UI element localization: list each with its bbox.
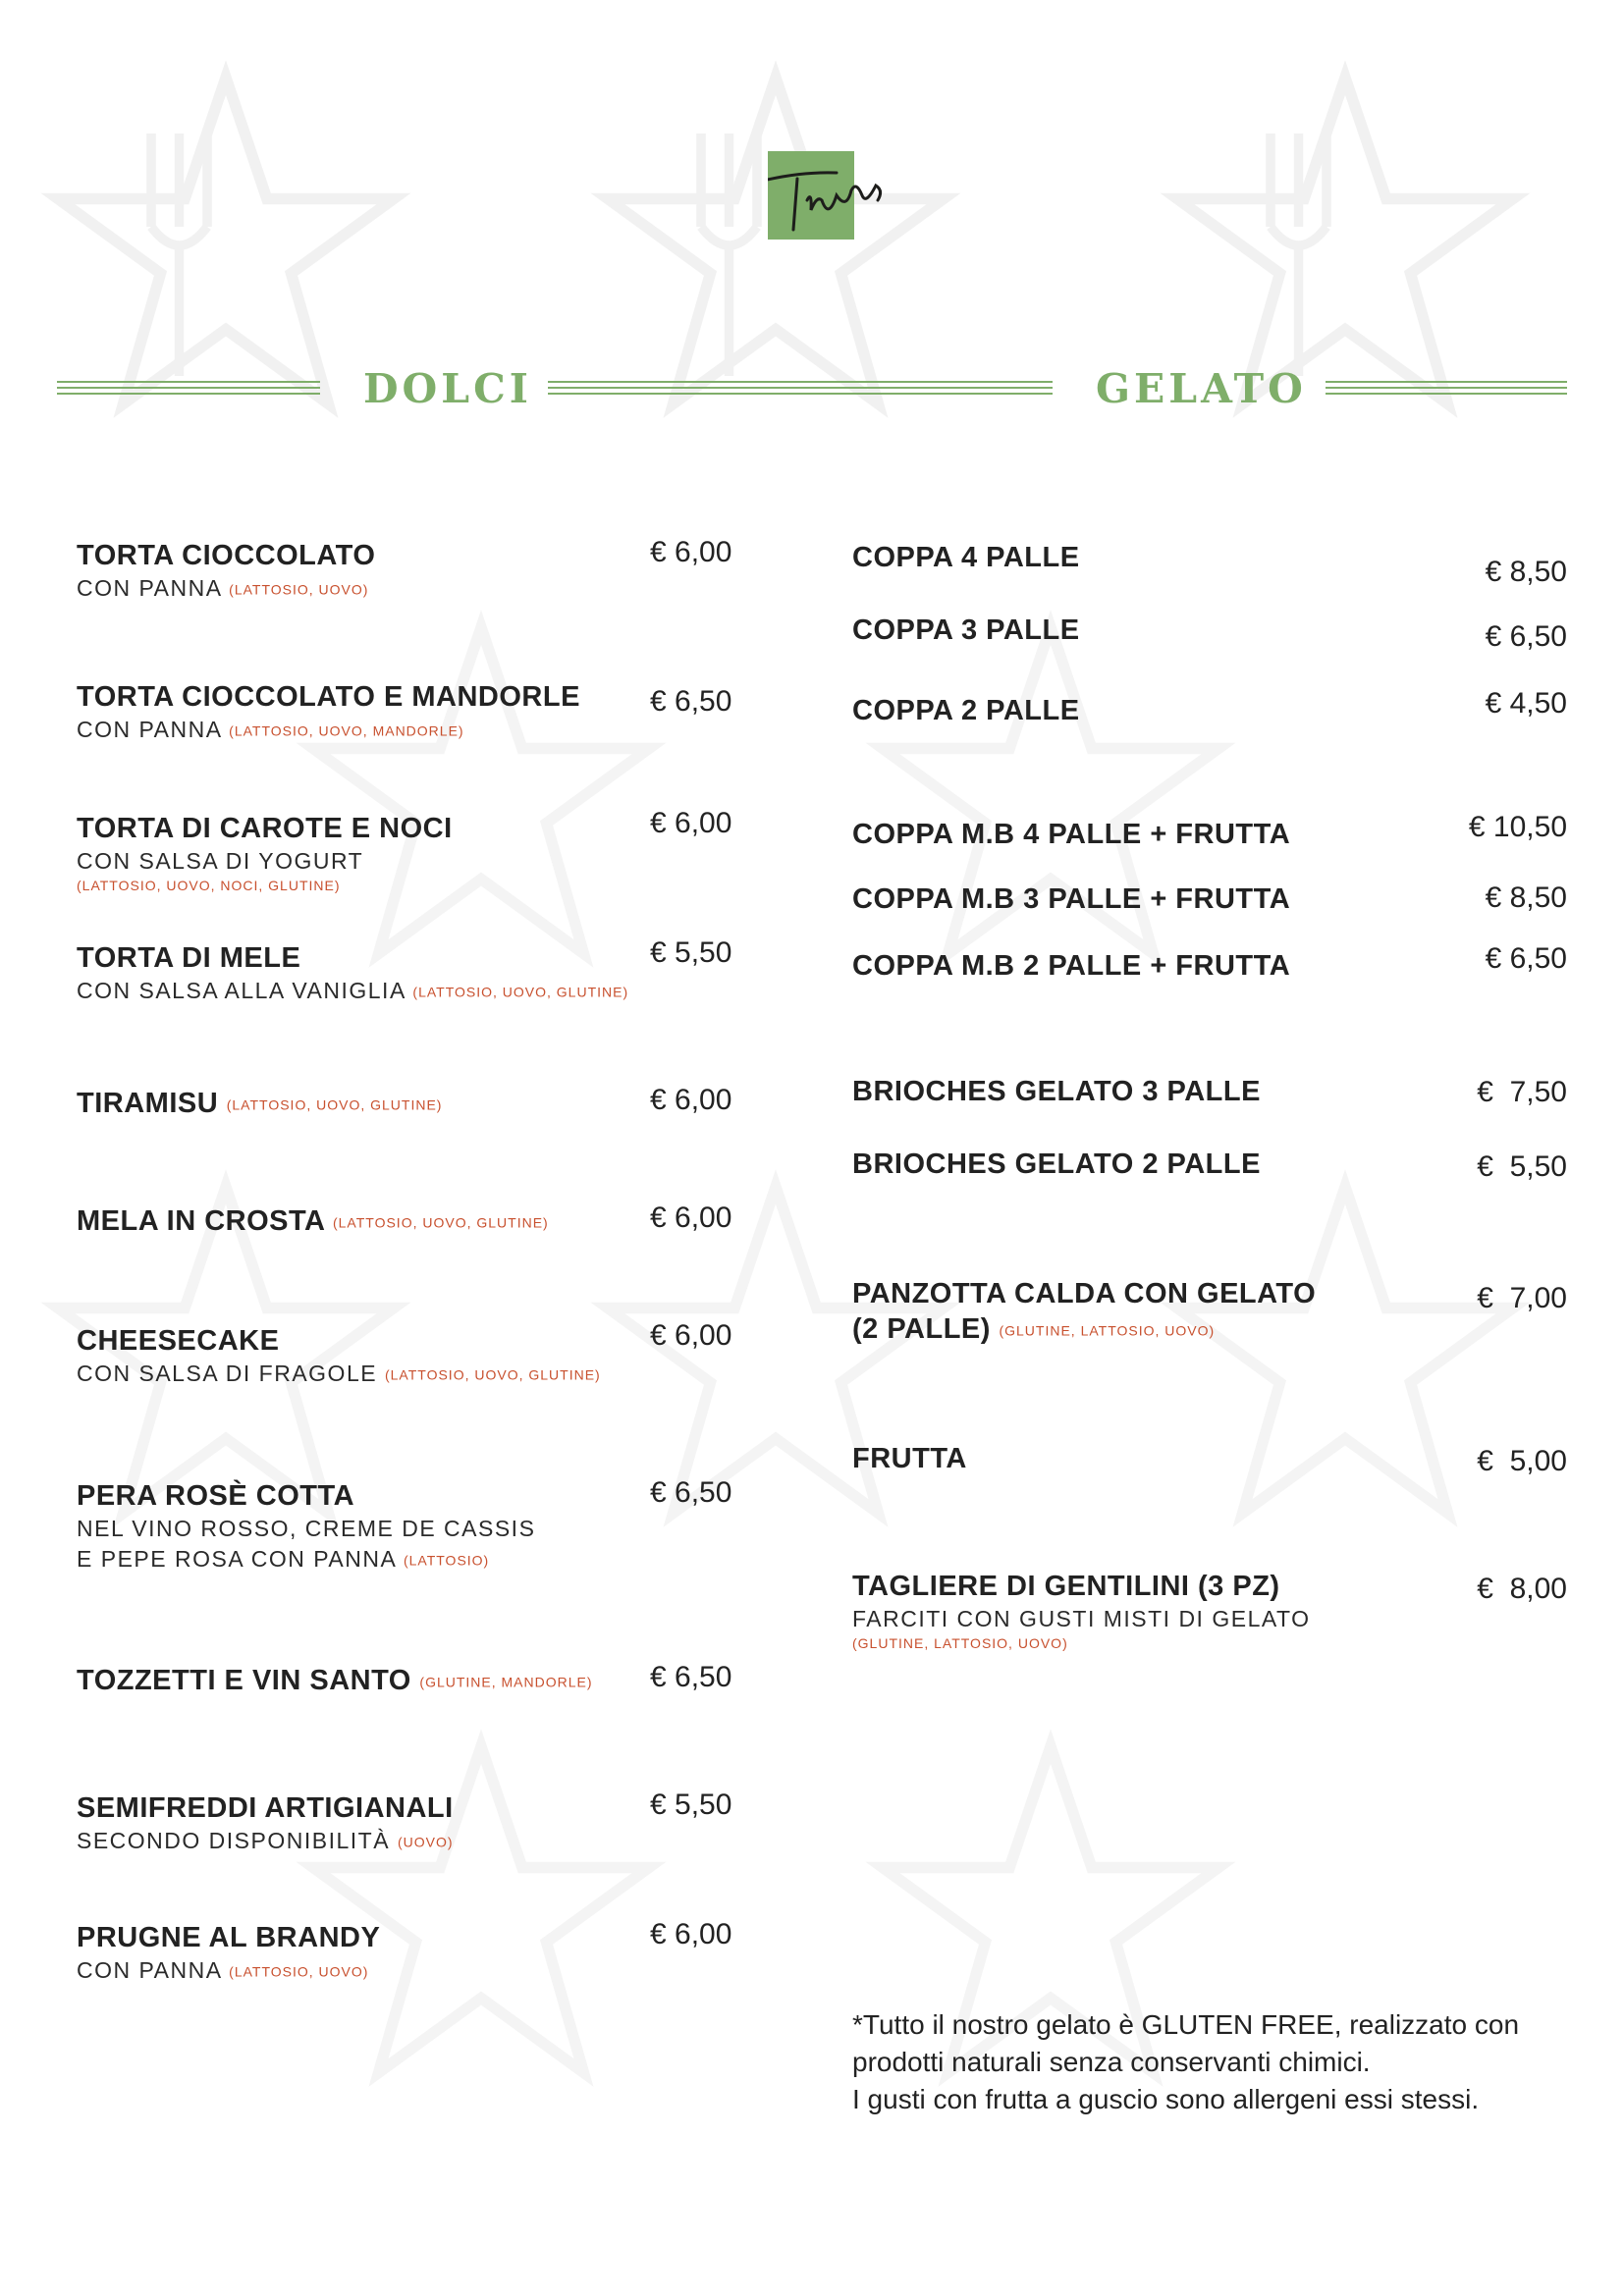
menu-item [852,613,1569,648]
item-allergens: (UOVO) [397,1834,454,1850]
item-name: COPPA 4 PALLE [852,542,1080,573]
item-name: TOZZETTI E VIN SANTO [77,1665,411,1696]
note-line: prodotti naturali senza conservanti chimici. [852,2047,1371,2077]
menu-item [852,693,1569,728]
item-price: € 6,00 [650,807,732,839]
item-price: € 5,00 [1477,1445,1567,1477]
item-price: € 6,00 [650,1084,732,1116]
item-name: TIRAMISU [77,1088,219,1119]
item-allergens: (LATTOSIO, UOVO, GLUTINE) [384,1366,601,1383]
item-description: CON PANNA [77,717,222,742]
item-allergens: (GLUTINE, LATTOSIO, UOVO) [852,1635,1068,1651]
menu-item [852,1074,1569,1109]
item-allergens: (LATTOSIO) [403,1552,490,1569]
menu-item [852,540,1569,575]
menu-item [852,881,1569,917]
watermark-star-fork-icon [295,1728,668,2101]
item-description: NEL VINO ROSSO, CREME DE CASSIS [77,1516,536,1541]
item-name: PRUGNE AL BRANDY [77,1922,381,1953]
item-price: € 6,50 [650,1476,732,1509]
menu-item [852,948,1569,984]
item-allergens: (LATTOSIO, UOVO) [229,1963,369,1980]
menu-item [852,1569,1569,1652]
watermark-star-fork-icon [39,59,412,432]
item-name: COPPA M.B 4 PALLE + FRUTTA [852,819,1291,850]
item-description: SECONDO DISPONIBILITÀ [77,1828,391,1853]
watermark-star-fork-icon [295,609,668,982]
section-title-dolci: DOLCI [363,365,532,412]
menu-item [852,1276,1569,1348]
item-name: COPPA M.B 2 PALLE + FRUTTA [852,950,1291,982]
divider [1326,381,1567,399]
item-price: € 10,50 [1468,811,1567,843]
item-price: € 5,50 [1477,1150,1567,1183]
item-name: TAGLIERE DI GENTILINI (3 PZ) [852,1571,1280,1602]
item-name: TORTA DI CAROTE E NOCI [77,813,453,844]
item-price: € 8,50 [1485,881,1567,914]
item-name: CHEESECAKE [77,1325,280,1357]
watermark-star-fork-icon [589,59,962,432]
logo [768,151,886,240]
menu-item [852,1441,1569,1476]
item-price: € 7,50 [1477,1076,1567,1108]
watermark-star-fork-icon [1159,1168,1532,1541]
item-price: € 6,50 [650,1661,732,1693]
item-description: CON SALSA DI YOGURT [77,848,364,874]
section-title-gelato: GELATO [1096,365,1307,412]
note-line: I gusti con frutta a guscio sono allergeni essi stessi. [852,2084,1480,2114]
item-description: CON SALSA DI FRAGOLE [77,1361,378,1386]
item-price: € 6,00 [650,1201,732,1234]
item-allergens: (LATTOSIO, UOVO, NOCI, GLUTINE) [77,878,341,893]
item-price: € 6,50 [1485,942,1567,975]
watermark-star-fork-icon [864,609,1237,982]
item-price: € 8,50 [1485,556,1567,588]
item-description: FARCITI CON GUSTI MISTI DI GELATO [852,1606,1311,1631]
item-name: (2 PALLE) [852,1313,991,1345]
item-price: € 7,00 [1477,1282,1567,1314]
item-name: TORTA CIOCCOLATO E MANDORLE [77,681,580,713]
item-price: € 8,00 [1477,1573,1567,1605]
item-allergens: (GLUTINE, LATTOSIO, UOVO) [999,1322,1216,1339]
item-name: BRIOCHES GELATO 2 PALLE [852,1148,1261,1180]
item-name: SEMIFREDDI ARTIGIANALI [77,1792,454,1824]
item-allergens: (LATTOSIO, UOVO, GLUTINE) [226,1096,443,1113]
item-allergens: (LATTOSIO, UOVO, GLUTINE) [412,984,629,1000]
item-name: COPPA 2 PALLE [852,695,1080,726]
item-allergens: (LATTOSIO, UOVO, GLUTINE) [332,1214,549,1231]
divider [548,381,1053,399]
item-description: CON SALSA ALLA VANIGLIA [77,978,406,1003]
item-price: € 6,50 [650,685,732,718]
menu-item [852,1147,1569,1182]
item-price: € 6,00 [650,536,732,568]
menu-item [852,817,1569,852]
item-allergens: (LATTOSIO, UOVO) [229,581,369,598]
item-name: TORTA DI MELE [77,942,301,974]
divider [57,381,320,399]
item-allergens: (LATTOSIO, UOVO, MANDORLE) [229,722,464,739]
item-description: E PEPE ROSA CON PANNA [77,1546,397,1572]
item-price: € 5,50 [650,936,732,969]
item-name: MELA IN CROSTA [77,1205,325,1237]
item-name: BRIOCHES GELATO 3 PALLE [852,1076,1261,1107]
item-price: € 6,00 [650,1918,732,1950]
gluten-free-note [852,2006,1559,2118]
item-name: FRUTTA [852,1443,967,1474]
item-price: € 6,50 [1485,620,1567,653]
item-price: € 4,50 [1485,687,1567,720]
item-price: € 6,00 [650,1319,732,1352]
item-name: PERA ROSÈ COTTA [77,1480,355,1512]
item-description: CON PANNA [77,575,222,601]
item-name: COPPA 3 PALLE [852,614,1080,646]
item-description: CON PANNA [77,1957,222,1983]
item-allergens: (GLUTINE, MANDORLE) [419,1674,593,1690]
note-line: *Tutto il nostro gelato è GLUTEN FREE, realizzato con [852,2009,1520,2040]
item-name: COPPA M.B 3 PALLE + FRUTTA [852,883,1291,915]
item-name: PANZOTTA CALDA CON GELATO [852,1278,1317,1309]
item-price: € 5,50 [650,1789,732,1821]
item-name: TORTA CIOCCOLATO [77,540,376,571]
